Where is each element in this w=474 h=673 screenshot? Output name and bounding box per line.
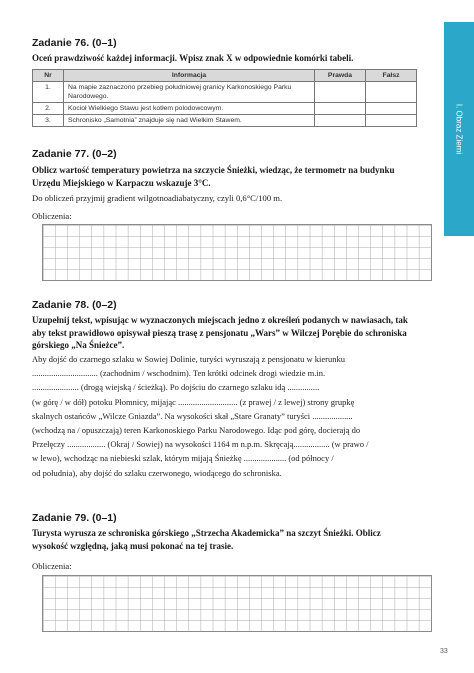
header-falsz: Fałsz: [366, 70, 417, 82]
text-line: od południa), aby dojść do szlaku czerwonego, wiodącego do schroniska.: [32, 467, 282, 478]
text-line: ............................... (zachodnim / wschodnim). Ten krótki odcinek drogi wiedzie m.in.: [32, 368, 326, 379]
text-line: ...................... (drogą wiejską / ścieżką). Po dojściu do czarnego szlaku idą ...............: [32, 382, 320, 393]
task-79-title: Zadanie 79. (0–1): [32, 512, 117, 524]
text-line: Aby dojść do czarnego szlaku w Sowiej Dolinie, turyści wyruszają z pensjonatu w kierunku: [32, 354, 346, 364]
task-77-calc-label: Obliczenia:: [32, 211, 72, 221]
falsz-cell[interactable]: [366, 82, 417, 103]
table-row: [33, 115, 417, 127]
falsz-cell[interactable]: [366, 103, 417, 115]
task-76-title: Zadanie 76. (0–1): [32, 37, 117, 49]
chapter-label: I. Obraz Ziemi: [454, 103, 464, 155]
info-table: [32, 69, 417, 127]
prawda-cell[interactable]: [315, 82, 366, 103]
task-79-calc-label: Obliczenia:: [32, 561, 72, 571]
task-78-text[interactable]: [32, 352, 418, 480]
prawda-cell[interactable]: [315, 103, 366, 115]
task-78-instruction: Uzupełnij tekst, wpisując w wyznaczonych miejscach jedno z określeń podanych w nawiasach, tak aby tekst prawidłowo opisywał pieszą trasę z pensjonatu „Wars” w Wilczej Porębie do schroniska górskiego „Na Śnieżce”.: [32, 315, 408, 350]
header-informacja: Informacja: [64, 70, 315, 82]
row-number: 2.: [33, 103, 64, 115]
prawda-cell[interactable]: [315, 115, 366, 127]
task-77-title: Zadanie 77. (0–2): [32, 148, 117, 160]
row-info: Kocioł Wielkiego Stawu jest kotłem polodowcowym.: [64, 103, 315, 115]
row-info: Schronisko „Samotnia” znajduje się nad Wielkim Stawem.: [64, 115, 315, 127]
task-77-note: Do obliczeń przyjmij gradient wilgotnoadiabatyczny, czyli 0,6°C/100 m.: [32, 193, 283, 203]
table-row: [33, 82, 417, 103]
text-line: w lewo), wchodząc na niebieski szlak, którym mijają Śnieżkę .................... (od północy /: [32, 453, 334, 464]
task-77-calc-grid[interactable]: [42, 224, 432, 281]
header-prawda: Prawda: [315, 70, 366, 82]
row-info: Na mapie zaznaczono przebieg południowej granicy Karkonoskiego Parku Narodowego.: [64, 82, 315, 103]
chapter-side-tab: [444, 22, 474, 236]
text-line: (w górę / w dół) potoku Płomnicy, mijając ............................ (z prawej / z lewej) strony grupkę: [32, 396, 355, 407]
row-number: 1.: [33, 82, 64, 103]
task-77-instruction: Oblicz wartość temperatury powietrza na szczycie Śnieżki, wiedząc, że termometr na budynku Urzędu Miejskiego w Karpaczu wskazuje 3°C.: [32, 165, 395, 188]
header-nr: Nr: [33, 70, 64, 82]
task-78-title: Zadanie 78. (0–2): [32, 299, 117, 311]
page-number: 33: [440, 648, 448, 655]
table-row: [33, 103, 417, 115]
falsz-cell[interactable]: [366, 115, 417, 127]
text-line: (wchodzą na / opuszczają) teren Karkonoskiego Parku Narodowego. Idąc pod górę, docierają do: [32, 425, 361, 436]
task-79-calc-grid[interactable]: [42, 575, 432, 632]
task-76-instruction: Oceń prawdziwość każdej informacji. Wpisz znak X w odpowiednie komórki tabeli.: [32, 53, 354, 63]
text-line: skalnych ostańców „Wilcze Gniazda”. Na wysokości skał „Stare Granaty” turyści ...................: [32, 410, 353, 421]
task-79-instruction: Turysta wyrusza ze schroniska górskiego „Strzecha Akademicka” na szczyt Śnieżki. Oblicz wysokość względną, jaką musi pokonać na tej trasie.: [32, 528, 381, 551]
text-line: Przełęczy .................. (Okraj / Sowiej) na wysokości 1164 m n.p.m. Skręcają................. (w prawo /: [32, 439, 369, 450]
row-number: 3.: [33, 115, 64, 127]
